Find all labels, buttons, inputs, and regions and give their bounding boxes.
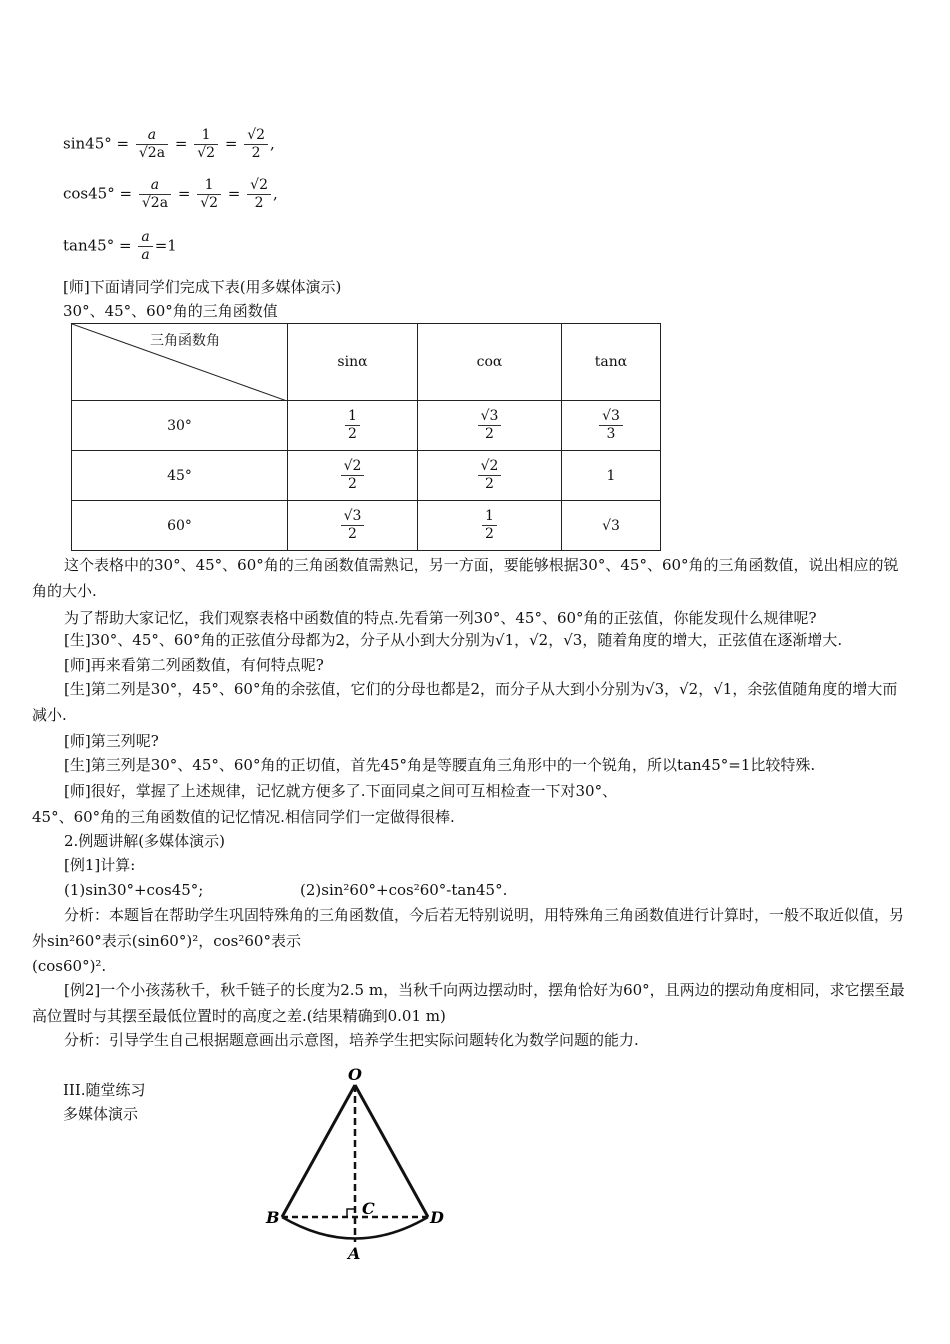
fraction [194,127,218,162]
numerator: √2 [341,458,365,476]
label-C: C [362,1199,375,1218]
paragraph: 分析：引导学生自己根据题意画出示意图，培养学生把实际问题转化为数学问题的能力. [64,1031,639,1049]
fraction [139,177,171,212]
numerator: √3 [478,408,502,426]
equals: = [119,236,132,255]
denominator: 2 [485,526,494,542]
corner-cell [72,324,288,401]
value-cell [418,451,562,501]
numerator: 1 [345,408,360,426]
header-sin: sinα [288,324,418,401]
paragraph: [师]第三列呢? [64,732,159,750]
swing-diagram [260,1060,460,1265]
comma: , [270,134,275,153]
fraction [136,127,168,162]
numerator: a [136,127,168,145]
paragraph: [师]再来看第二列函数值，有何特点呢? [64,656,324,674]
numerator: √3 [341,508,365,526]
numerator: √2 [244,127,268,145]
denominator: √2a [138,145,166,161]
header-tan: tanα [562,324,661,401]
label-A: A [348,1244,361,1263]
label-O: O [348,1065,362,1084]
numerator: √3 [599,408,623,426]
equals: = [177,184,191,203]
fraction [138,229,152,264]
value-cell: √3 [562,501,661,551]
table-header-row [72,324,661,401]
value-cell [288,401,418,451]
formula-label: sin45° [63,134,112,153]
section-subheading: 多媒体演示 [63,1105,139,1123]
paragraph: 为了帮助大家记忆，我们观察表格中函数值的特点.先看第一列30°、45°、60°角的正弦值，你能发现什么规律呢? [64,609,817,627]
paragraph: [师]很好，掌握了上述规律，记忆就方便多了.下面同桌之间可互相检查一下对30°、 [64,782,618,800]
paragraph: 2.例题讲解(多媒体演示) [64,832,226,850]
formula-sin45 [63,127,275,162]
header-cos: coα [418,324,562,401]
value-cell [288,501,418,551]
numerator: a [139,177,171,195]
chain-left [282,1085,355,1217]
result: =1 [154,236,177,255]
formula-tan45 [63,229,177,264]
label-B: B [266,1208,280,1227]
numerator: 1 [194,127,218,145]
paragraph: [例2]一个小孩荡秋千，秋千链子的长度为2.5 m，当秋千向两边摆动时，摆角恰好为60°，且两边的摆动角度相同，求它摆至最高位置时与其摆至最低位置时的高度之差.(结果精确到0.01 m) [32,981,905,1025]
denominator: 2 [485,426,494,442]
denominator: √2 [200,195,219,211]
angle-cell: 30° [72,401,288,451]
paragraph: 这个表格中的30°、45°、60°角的三角函数值需熟记，另一方面，要能够根据30°、45°、60°角的三角函数值，说出相应的锐角的大小. [32,556,899,600]
paragraph-continued: (cos60°)². [32,957,107,975]
paragraph: 分析：本题旨在帮助学生巩固特殊角的三角函数值，今后若无特别说明，用特殊角三角函数值进行计算时，一般不取近似值，另外sin²60°表示(sin60°)²，cos²60°表示 [32,906,905,950]
trig-values-table [71,323,661,551]
exercise-1: (1)sin30°+cos45°; [64,881,204,899]
label-D: D [430,1208,444,1227]
paragraph: [例1]计算: [64,856,136,874]
numerator: 1 [197,177,221,195]
denominator: 2 [348,526,357,542]
equals: = [119,184,133,203]
denominator: √2a [141,195,169,211]
fraction [247,177,271,212]
paragraph: [生]30°、45°、60°角的正弦值分母都为2，分子从小到大分别为√1，√2，√3，随着角度的增大，正弦值在逐渐增大. [64,631,843,649]
denominator: √2 [197,145,216,161]
corner-label: 三角函数角 [150,333,220,349]
paragraph: [生]第二列是30°，45°、60°角的余弦值，它们的分母也都是2，而分子从大到小分别为√3，√2，√1，余弦值随角度的增大而减小. [32,680,898,724]
denominator: 3 [606,426,616,442]
paragraph: [生]第三列是30°、45°、60°角的正切值，首先45°角是等腰直角三角形中的一个锐角，所以tan45°=1比较特殊. [64,756,816,774]
numerator: a [138,229,152,247]
section-heading: III.随堂练习 [63,1081,146,1099]
equals: = [174,134,188,153]
equals: = [224,134,238,153]
table-row [72,401,661,451]
table-row [72,451,661,501]
numerator: √2 [478,458,502,476]
equals: = [227,184,241,203]
denominator: 2 [348,476,357,492]
denominator: 2 [251,145,261,161]
value-cell [418,401,562,451]
value-cell: 1 [562,451,661,501]
numerator: √2 [247,177,271,195]
fraction [197,177,221,212]
table-row [72,501,661,551]
exercise-2: (2)sin²60°+cos²60°-tan45°. [300,881,508,899]
teacher-intro: [师]下面请同学们完成下表(用多媒体演示) [63,278,342,296]
table-title: 30°、45°、60°角的三角函数值 [63,302,278,320]
formula-cos45 [63,177,278,212]
comma: , [272,184,278,203]
numerator: 1 [482,508,497,526]
equals: = [116,134,130,153]
denominator: a [141,247,150,263]
angle-cell: 45° [72,451,288,501]
paragraph-continued: 45°、60°角的三角函数值的记忆情况.相信同学们一定做得很棒. [32,808,455,826]
value-cell [288,451,418,501]
value-cell [418,501,562,551]
formula-label: tan45° [63,236,115,255]
chain-right [355,1085,428,1217]
angle-cell: 60° [72,501,288,551]
denominator: 2 [348,426,357,442]
denominator: 2 [485,476,494,492]
denominator: 2 [254,195,264,211]
fraction [244,127,268,162]
formula-label: cos45° [63,184,115,203]
value-cell [562,401,661,451]
